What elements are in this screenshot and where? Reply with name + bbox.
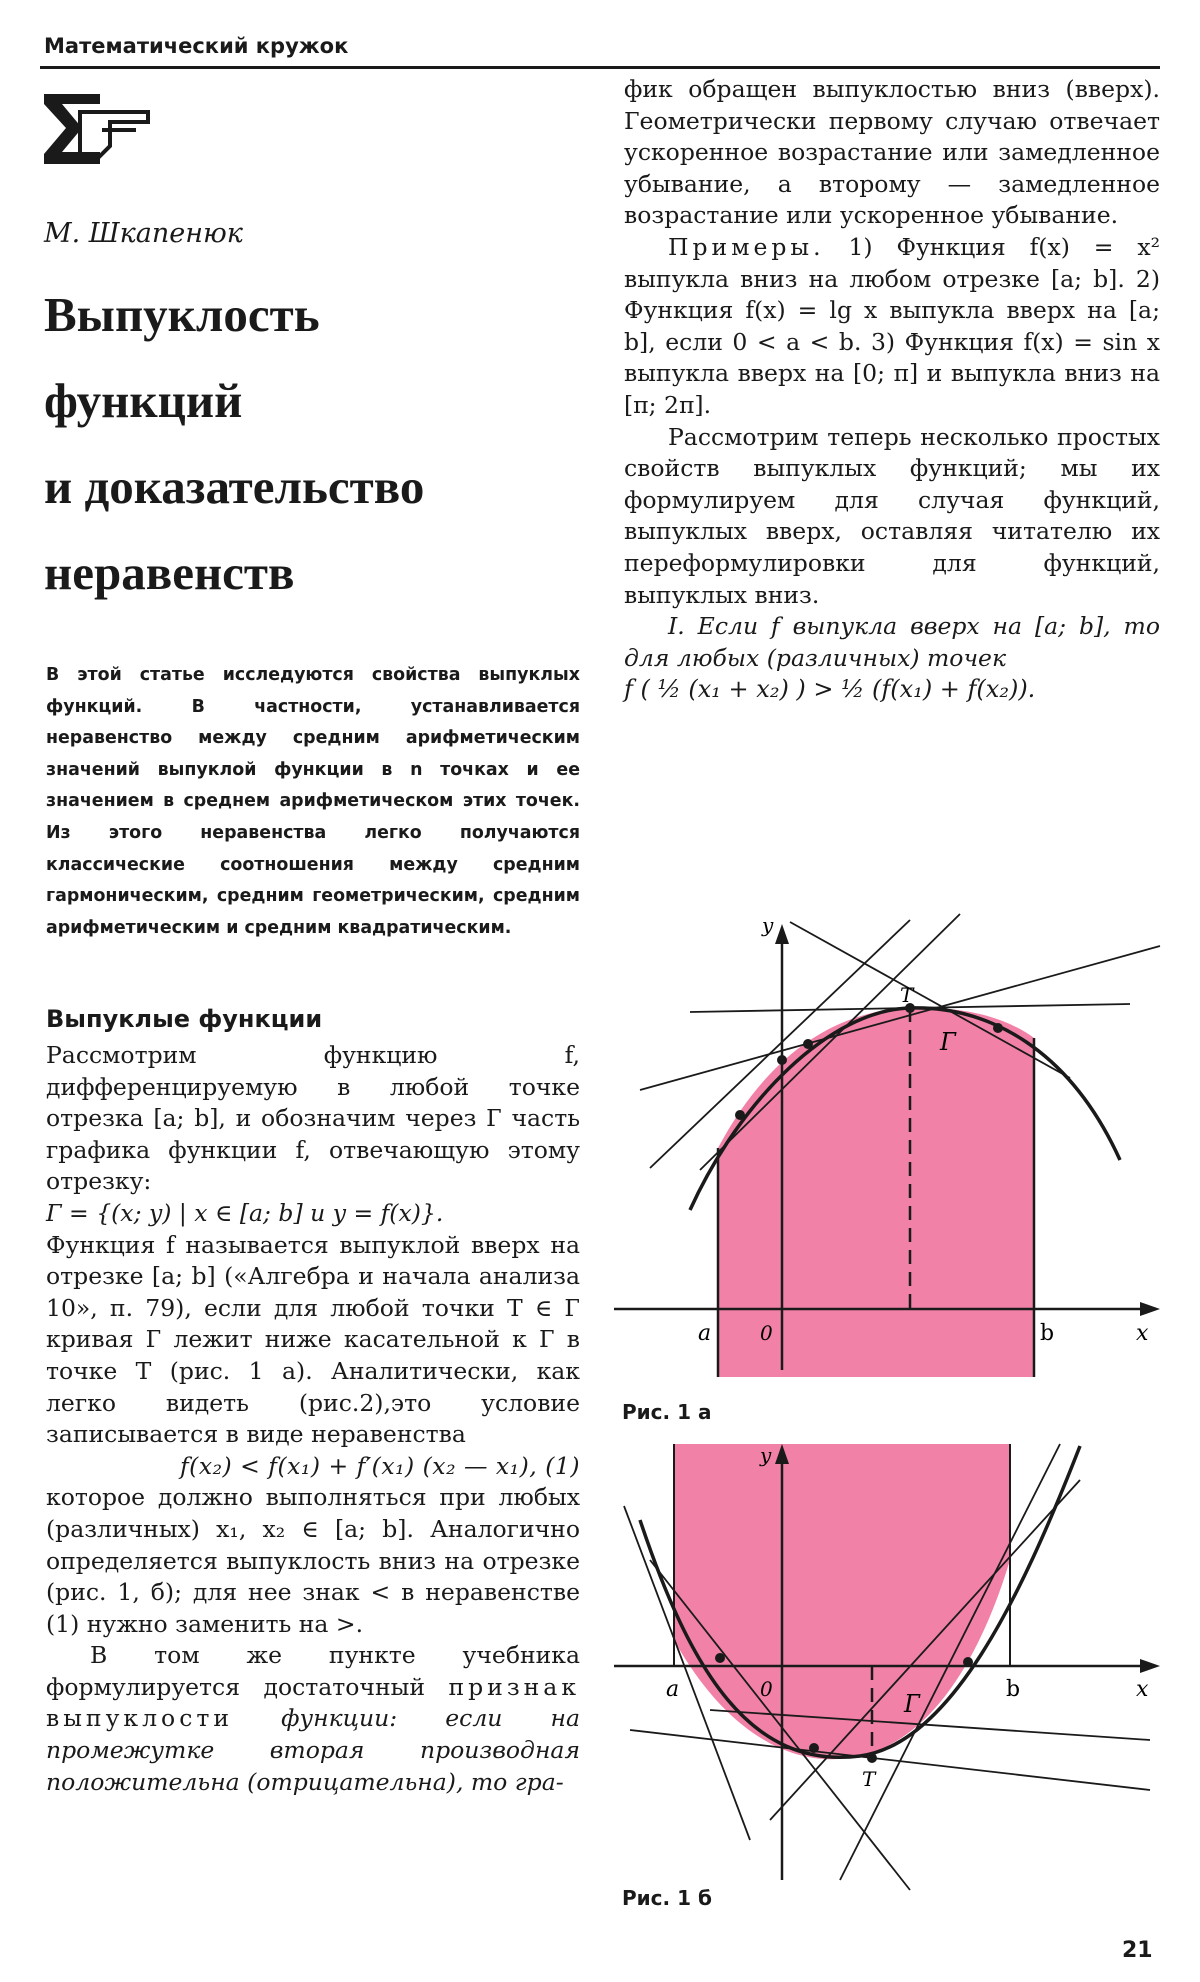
x-axis-arrow-icon <box>1140 1302 1160 1316</box>
tangency-point <box>777 1055 787 1065</box>
paragraph: фик обращен выпуклостью вниз (вверх). Геометрически первому случаю отвечает ускоренное возрастание или замедленное убывание, а второму — замедленное возрастание или ускоренное убывание. <box>624 75 1160 230</box>
text-run: функции: если на промежутке вторая производная положительна (отрицательна), то гра- <box>46 1704 580 1796</box>
y-label: y <box>760 1443 772 1467</box>
region-above-curve <box>674 1444 1010 1759</box>
paragraph <box>46 1640 580 1798</box>
paragraph: Функция f называется выпуклой вверх на отрезке [a; b] («Алгебра и начала анализа 10», п. 79), если для любой точки T ∈ Г кривая Г лежит ниже касательной к Г в точке T (рис. 1 а). Аналитически, как легко видеть (рис.2),это условие записывается в виде неравенства <box>46 1230 580 1449</box>
article-title <box>44 272 584 616</box>
y-axis-arrow-icon <box>775 924 789 944</box>
x-label: x <box>1136 1321 1149 1346</box>
spaced-term: признак выпуклости <box>46 1672 580 1733</box>
paragraph: которое должно выполняться при любых (различных) x₁, x₂ ∈ [a; b]. Аналогично определяется выпуклость вниз на отрезке (рис. 1, б); для нее знак < в неравенстве (1) нужно заменить на >. <box>46 1483 580 1638</box>
right-column <box>624 74 1160 706</box>
spaced-term: Примеры. <box>668 232 825 261</box>
gamma-label: Г <box>940 1028 956 1056</box>
inequality-formula-2: f ( ½ (x₁ + x₂) ) > ½ (f(x₁) + f(x₂)). <box>624 675 1036 704</box>
a-label: a <box>666 1677 680 1702</box>
x-label: x <box>1136 1677 1149 1702</box>
tangency-point <box>715 1653 725 1663</box>
tangency-point <box>735 1110 745 1120</box>
text-run: В том же пункте учебника формулируется достаточный <box>46 1641 580 1701</box>
author: М. Шкапенюк <box>44 218 243 249</box>
tangency-point <box>809 1743 819 1753</box>
T-label: T <box>900 983 914 1007</box>
text-run: 1) Функция f(x) = x² выпукла вниз на любом отрезке [a; b]. 2) Функция f(x) = lg x выпукла вверх на [a; b], если 0 < a < b. 3) Функция f(x) = sin x выпукла вверх на [0; π] и выпукла вниз на [π; 2π]. <box>624 232 1160 419</box>
b-label: b <box>1006 1677 1021 1702</box>
tangency-point <box>803 1039 813 1049</box>
header-title: Математический кружок <box>44 34 349 58</box>
left-column <box>46 1040 580 1798</box>
b-label: b <box>1040 1321 1055 1346</box>
y-label: y <box>762 913 774 937</box>
origin-label: 0 <box>760 1677 773 1701</box>
figure-1a <box>610 910 1170 1380</box>
paragraph: Рассмотрим теперь несколько простых свойств выпуклых функций; мы их формулируем для случая функций, выпуклых вверх, оставляя читателю их переформулировки для функций, выпуклых вниз. <box>624 422 1160 609</box>
paragraph: I. Если f выпукла вверх на [a; b], то для любых (различных) точек <box>624 612 1160 672</box>
title-line: Выпуклость <box>44 287 320 342</box>
origin-label: 0 <box>760 1321 773 1345</box>
tangency-point <box>993 1023 1003 1033</box>
a-label: a <box>698 1321 712 1346</box>
paragraph <box>624 232 1160 422</box>
gamma-label: Г <box>904 1690 920 1718</box>
tangency-point <box>963 1657 973 1667</box>
title-line: и доказательство <box>44 459 425 514</box>
title-line: функций <box>44 373 243 428</box>
section-heading: Выпуклые функции <box>46 1005 323 1033</box>
set-definition: Г = {(x; y) | x ∈ [a; b] и y = f(x)}. <box>46 1198 444 1227</box>
x-axis-arrow-icon <box>1140 1659 1160 1673</box>
point-T <box>867 1753 877 1763</box>
figure-1b <box>610 1440 1170 1900</box>
title-line: неравенств <box>44 545 295 600</box>
page-number: 21 <box>1122 1938 1153 1963</box>
running-header <box>40 30 1160 69</box>
T-label: T <box>862 1767 876 1791</box>
figure-1b-caption: Рис. 1 б <box>622 1886 712 1910</box>
inequality-formula-1: f(x₂) < f(x₁) + f′(x₁) (x₂ — x₁), (1) <box>179 1451 580 1480</box>
sigma-kvant-logo-icon <box>40 90 150 170</box>
abstract: В этой статье исследуются свойства выпуклых функций. В частности, устанавливается неравенство между средним арифметическим значений выпуклой функции в n точках и ее значением в среднем арифметическом этих точек. Из этого неравенства легко получаются классические соотношения между средним гармоническим, средним геометрическим, средним арифметическим и средним квадратическим. <box>46 665 580 938</box>
paragraph: Рассмотрим функцию f, дифференцируемую в любой точке отрезка [a; b], и обозначим через Г часть графика функции f, отвечающую этому отрезку: <box>46 1041 580 1196</box>
figure-1a-caption: Рис. 1 а <box>622 1400 712 1424</box>
